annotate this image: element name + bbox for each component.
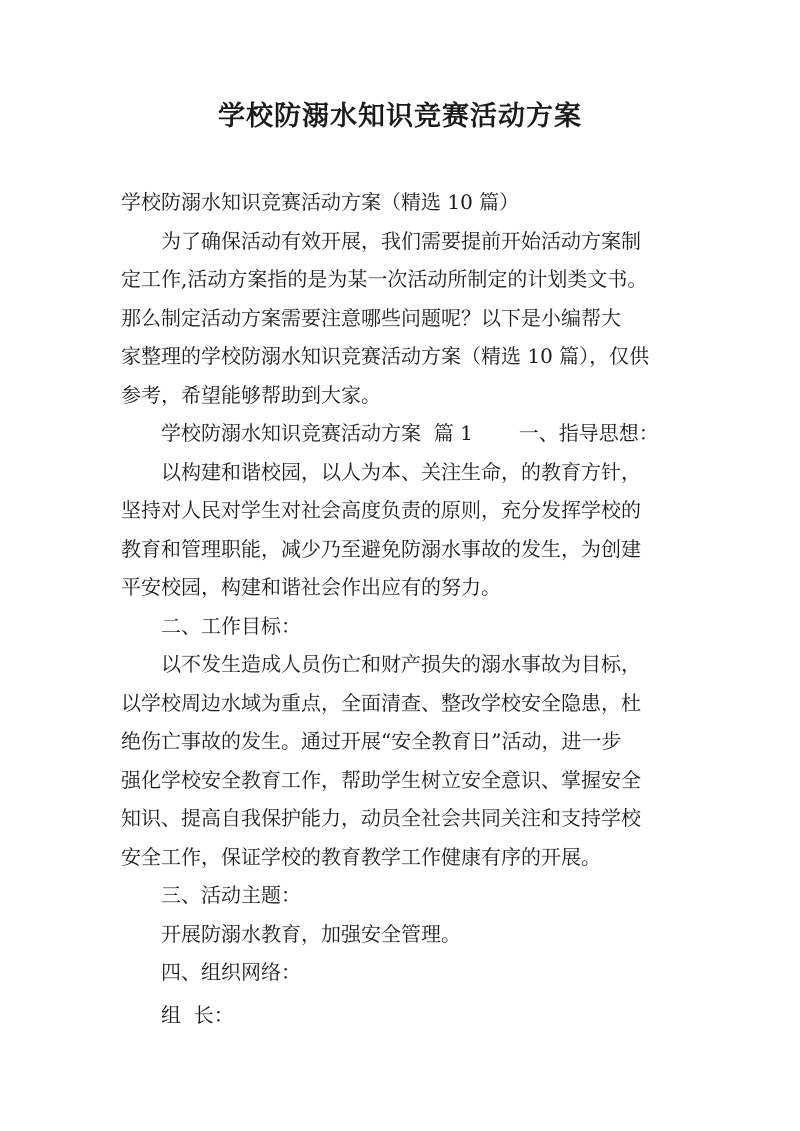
section2-line: 以不发生造成人员伤亡和财产损失的溺水事故为目标， — [161, 652, 641, 676]
intro-line: 家整理的学校防溺水知识竞赛活动方案（精选 10 篇），仅供 — [121, 344, 650, 368]
section2-line: 绝伤亡事故的发生。通过开展“安全教育日”活动，进一步 — [121, 729, 622, 753]
subtitle-line: 学校防溺水知识竞赛活动方案（精选 10 篇） — [121, 190, 520, 214]
document-body — [121, 183, 691, 1034]
section2-line: 知识、提高自我保护能力，动员全社会共同关注和支持学校 — [121, 806, 641, 830]
section2-line: 强化学校安全教育工作，帮助学生树立安全意识、掌握安全 — [121, 767, 641, 792]
section4-heading: 四、组织网络： — [161, 960, 301, 984]
intro-line: 那么制定活动方案需要注意哪些问题呢？以下是小编帮大 — [121, 305, 621, 330]
document-title: 学校防溺水知识竞赛活动方案 — [218, 101, 582, 132]
section1-heading: 一、指导思想： — [518, 421, 659, 445]
intro-line: 参考，希望能够帮助到大家。 — [121, 382, 381, 407]
section2-heading: 二、工作目标： — [161, 613, 301, 638]
chapter-label: 学校防溺水知识竞赛活动方案 篇 1 — [161, 421, 473, 445]
section2-line: 安全工作，保证学校的教育教学工作健康有序的开展。 — [121, 844, 601, 869]
section1-line: 坚持对人民对学生对社会高度负责的原则，充分发挥学校的 — [121, 498, 641, 522]
section2-line: 以学校周边水域为重点，全面清查、整改学校安全隐患，杜 — [121, 690, 641, 715]
section1-line: 以构建和谐校园，以人为本、关注生命，的教育方针， — [161, 459, 641, 484]
section3-text: 开展防溺水教育，加强安全管理。 — [161, 921, 461, 946]
section1-line: 平安校园，构建和谐社会作出应有的努力。 — [121, 575, 501, 599]
intro-paragraph — [121, 222, 691, 415]
chapter-heading-line — [121, 414, 691, 453]
section1-line: 教育和管理职能，减少乃至避免防溺水事故的发生，为创建 — [121, 536, 641, 561]
section1-paragraph — [121, 453, 691, 607]
leader-label: 组 长： — [161, 1002, 234, 1027]
section2-paragraph — [121, 645, 691, 876]
section3-heading: 三、活动主题： — [161, 883, 301, 907]
intro-line: 定工作,活动方案指的是为某一次活动所制定的计划类文书。 — [121, 267, 648, 291]
intro-line: 为了确保活动有效开展，我们需要提前开始活动方案制 — [161, 228, 641, 253]
